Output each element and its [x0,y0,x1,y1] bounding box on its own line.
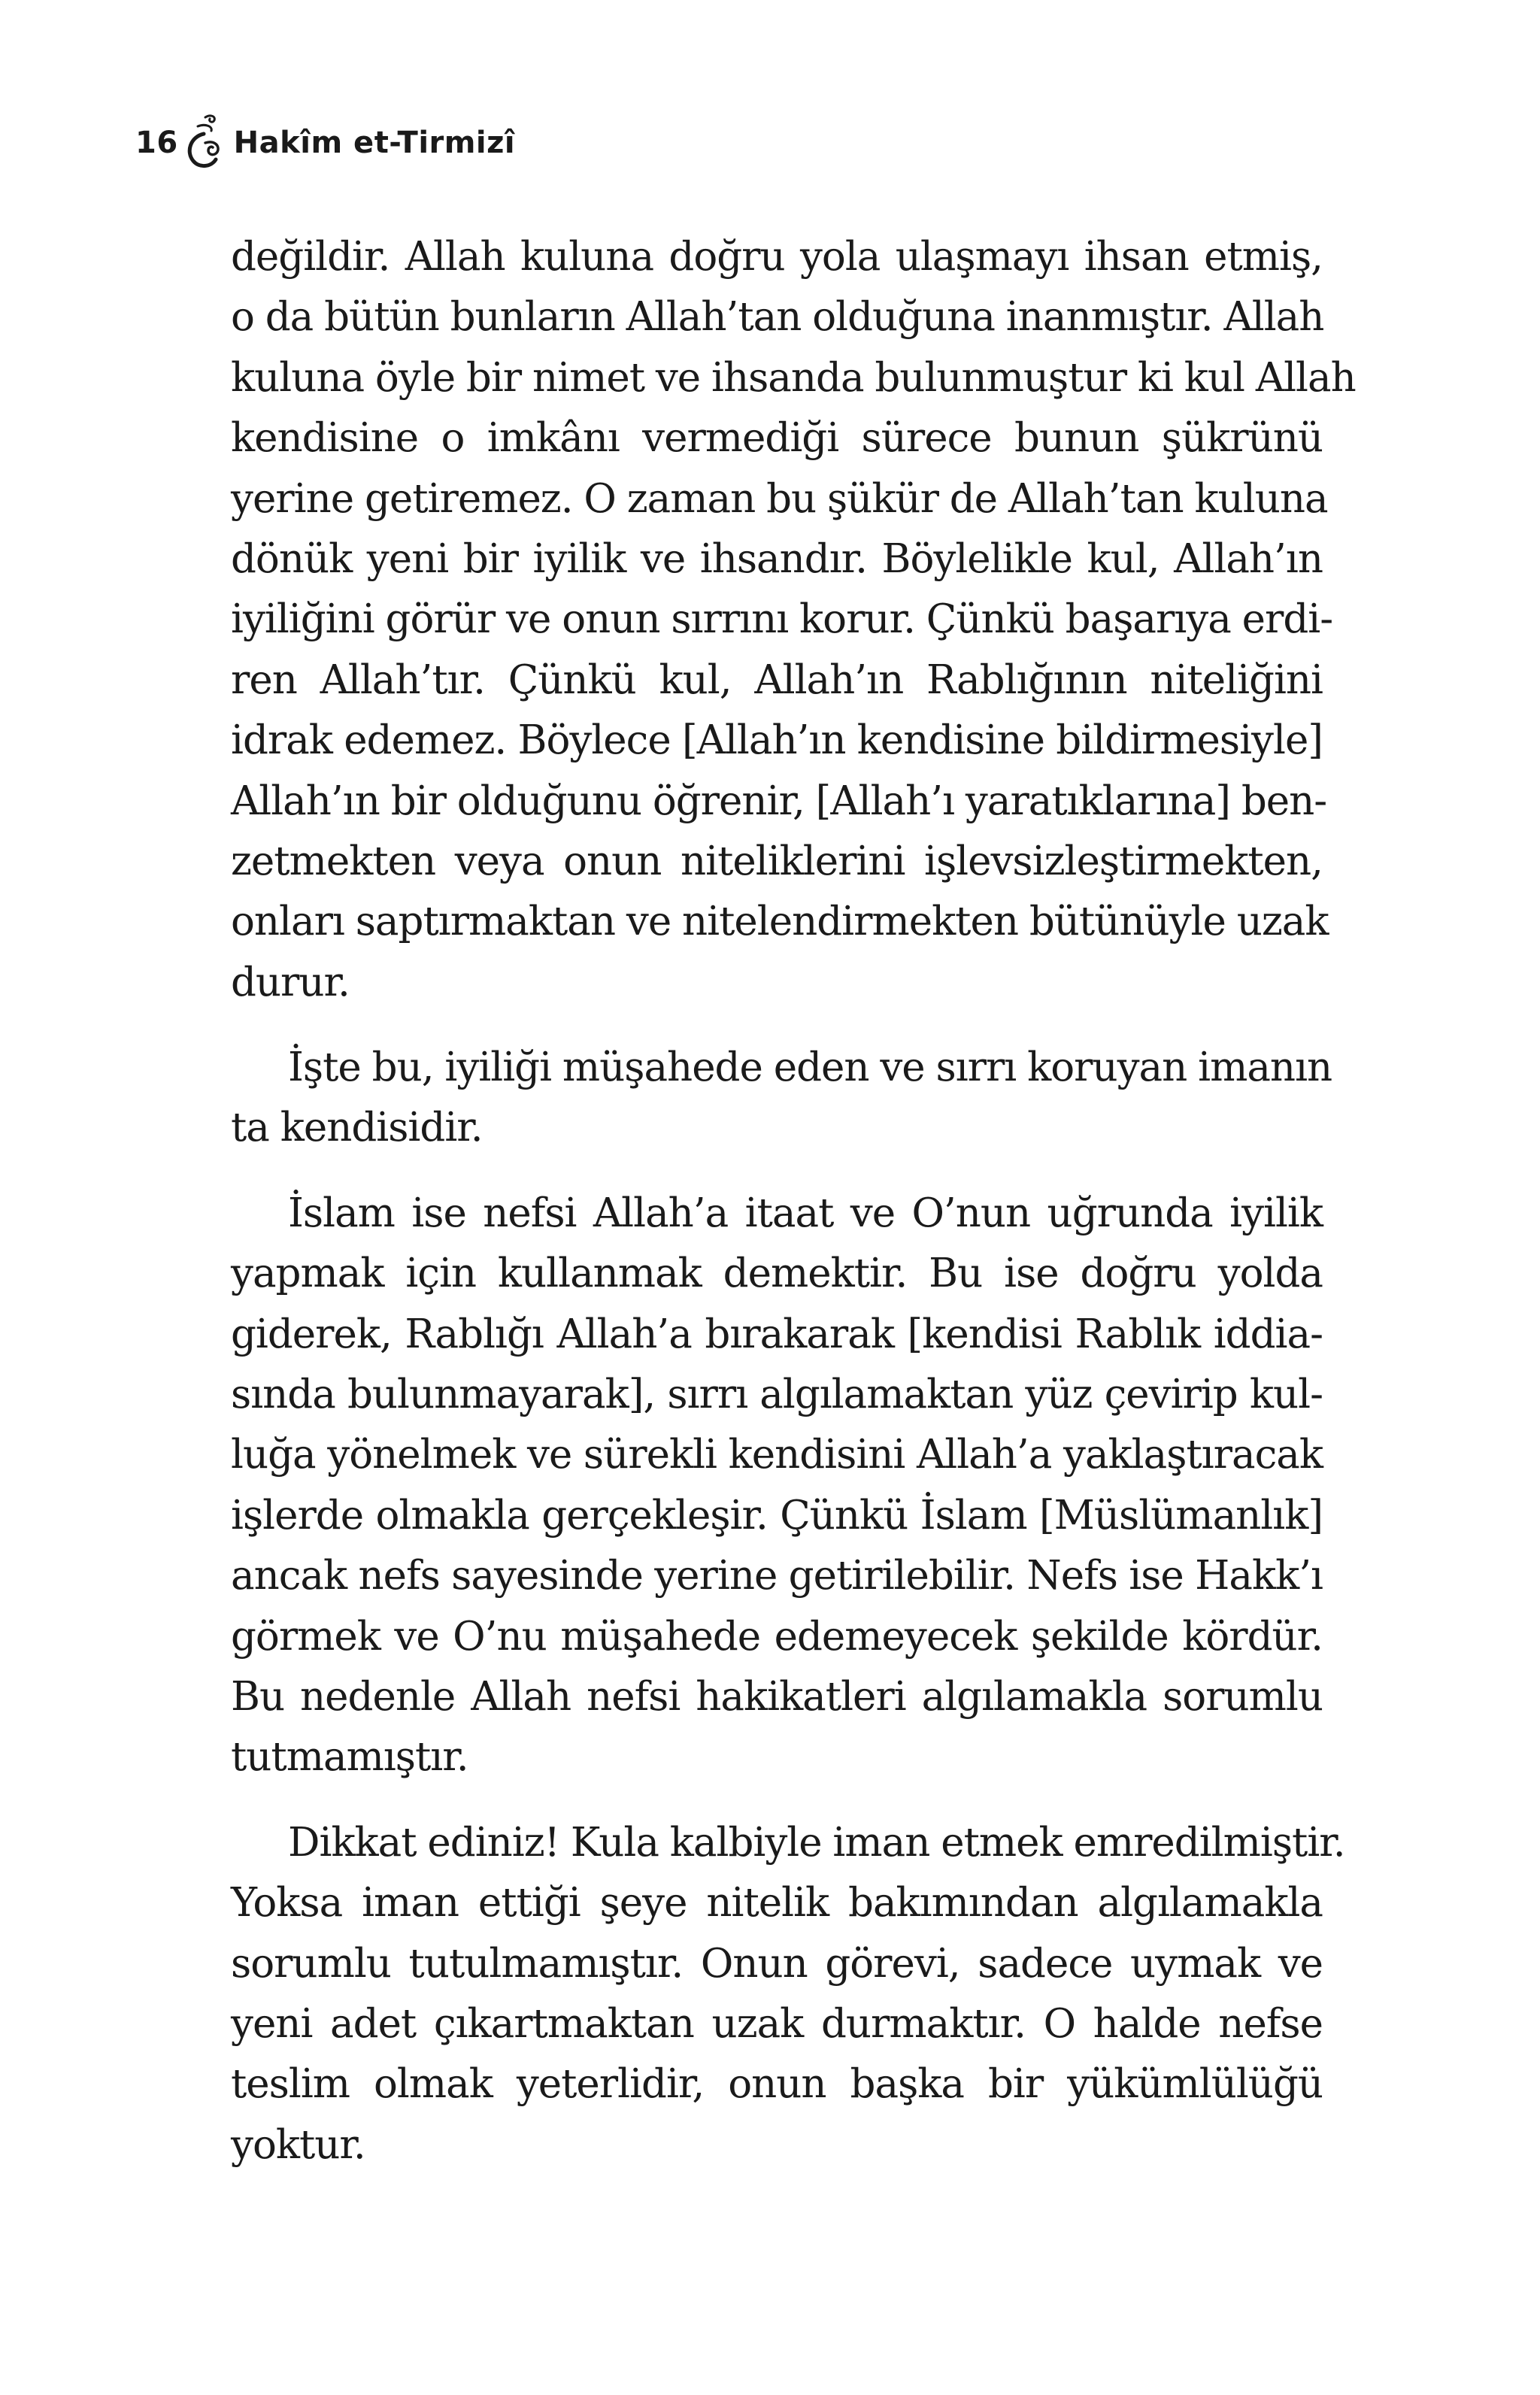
text-line: teslim olmak yeterlidir, onun başka bir yükümlülüğü [231,2061,1323,2108]
paragraph-gap [231,1013,1323,1038]
paragraph [231,227,1356,1013]
text-line: luğa yönelmek ve sürekli kendisini Allah’a yaklaştıracak [231,1432,1323,1478]
paragraph [231,1813,1345,2175]
running-title: Hakîm et-Tirmizî [233,126,516,160]
text-line: İşte bu, iyiliği müşahede eden ve sırrı koruyan imanın [288,1044,1332,1091]
paragraph-gap [231,1788,1323,1813]
text-line: yoktur. [231,2121,365,2168]
text-line: dönük yeni bir iyilik ve ihsandır. Böylelikle kul, Allah’ın [231,535,1323,582]
text-line: değildir. Allah kuluna doğru yola ulaşmayı ihsan etmiş, [231,234,1323,280]
paragraph [231,1038,1332,1159]
text-line: yapmak için kullanmak demektir. Bu ise doğru yolda [231,1251,1323,1297]
text-line: Yoksa iman ettiği şeye nitelik bakımından algılamakla [231,1880,1323,1927]
text-line: idrak edemez. Böylece [Allah’ın kendisine bildirmesiyle] [231,717,1323,764]
text-line: işlerde olmakla gerçekleşir. Çünkü İslam [Müslümanlık] [231,1492,1323,1539]
paragraph-gap [231,1159,1323,1184]
text-line: durur. [231,959,350,1005]
text-line: kendisine o imkânı vermediği sürece bunun şükrünü [231,415,1323,462]
page-number: 16 [135,126,178,160]
text-line: o da bütün bunların Allah’tan olduğuna inanmıştır. Allah [231,294,1324,341]
text-line: Dikkat ediniz! Kula kalbiyle iman etmek emredilmiştir. [288,1819,1345,1866]
paragraph [231,1184,1323,1788]
text-line: onları saptırmaktan ve nitelendirmekten bütünüyle uzak [231,899,1329,945]
running-head [135,113,515,173]
text-line: zetmekten veya onun niteliklerini işlevsizleştirmekten, [231,838,1323,884]
text-line: Bu nedenle Allah nefsi hakikatleri algılamakla sorumlu [231,1673,1323,1720]
text-line: sorumlu tutulmamıştır. Onun görevi, sadece uymak ve [231,1940,1323,1987]
text-line: ren Allah’tır. Çünkü kul, Allah’ın Rablığının niteliğini [231,656,1323,703]
text-line: görmek ve O’nu müşahede edemeyecek şekilde kördür. [231,1613,1323,1660]
text-line: yerine getiremez. O zaman bu şükür de Allah’tan kuluna [231,475,1328,522]
calligraphic-flourish-icon [183,113,226,173]
text-line: Allah’ın bir olduğunu öğrenir, [Allah’ı yaratıklarına] ben- [231,778,1327,824]
text-line: giderek, Rablığı Allah’a bırakarak [kendisi Rablık iddia- [231,1311,1323,1357]
text-line: sında bulunmayarak], sırrı algılamaktan yüz çevirip kul- [231,1372,1323,1418]
text-line: yeni adet çıkartmaktan uzak durmaktır. O halde nefse [231,2000,1323,2047]
text-line: iyiliğini görür ve onun sırrını korur. Çünkü başarıya erdi- [231,596,1333,643]
text-line: ancak nefs sayesinde yerine getirilebilir. Nefs ise Hakk’ı [231,1553,1323,1599]
text-line: ta kendisidir. [231,1105,483,1151]
text-line: kuluna öyle bir nimet ve ihsanda bulunmuştur ki kul Allah [231,354,1356,401]
text-line: tutmamıştır. [231,1734,468,1781]
text-line: İslam ise nefsi Allah’a itaat ve O’nun uğrunda iyilik [288,1190,1323,1236]
body-text [231,227,1356,2175]
